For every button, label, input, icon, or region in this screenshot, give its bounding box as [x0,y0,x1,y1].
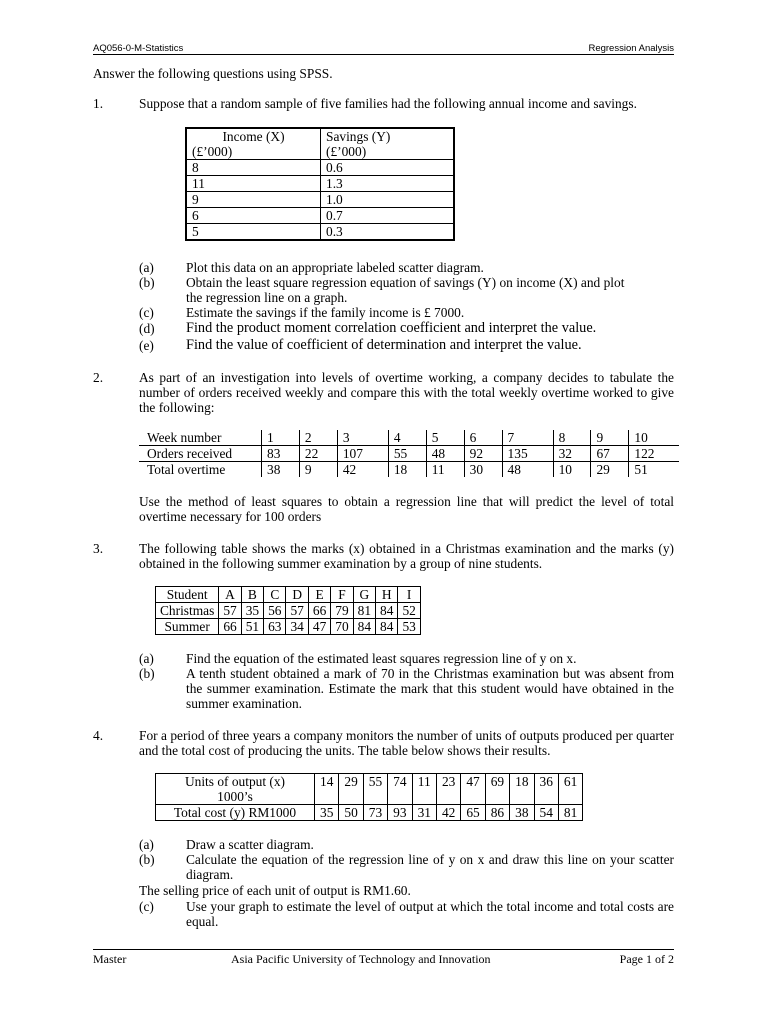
q4-part-b: (b) Calculate the equation of the regression line of y on x and draw this line on your scatter diagram. [139,852,674,882]
q2-text: As part of an investigation into levels of overtime working, a company decides to tabulate the number of orders received weekly and compare this with the total weekly overtime worked to give the following: [139,370,674,415]
table-row: 6 0.7 [186,208,454,224]
q3-number: 3. [93,541,104,556]
q1-part-c: (c) Estimate the savings if the family income is £ 7000. [139,305,465,320]
table-row: 11 1.3 [186,176,454,192]
q4-part-c: (c) Use your graph to estimate the level of output at which the total income and total costs are equal. [139,899,674,929]
q4-table [155,773,583,821]
footer-page-number: Page 1 of 2 [619,952,674,966]
q1-part-e: (e) Find the value of coefficient of determination and interpret the value. [139,337,582,353]
q2-followup: Use the method of least squares to obtain a regression line that will predict the level of total overtime necessary for 100 orders [139,494,674,524]
table-row: Student A B C D E F G H I [156,587,421,603]
q4-part-a: (a) Draw a scatter diagram. [139,837,314,852]
q2-number: 2. [93,370,104,385]
table-row: 5 0.3 [186,224,454,241]
table-row: 8 0.6 [186,160,454,176]
q1-part-d: (d) Find the product moment correlation coefficient and interpret the value. [139,320,597,336]
q1-table [185,127,455,241]
q1-text: Suppose that a random sample of five families had the following annual income and savings. [139,96,637,111]
table-row: Summer 66 51 63 34 47 70 84 84 53 [156,619,421,635]
table-row: Total overtime 38 9 42 18 11 30 48 10 29 51 [139,462,679,478]
table-row: Total cost (y) RM1000 35 50 73 93 31 42 65 86 38 54 81 [156,805,583,821]
table-row: Orders received 83 22 107 55 48 92 135 32 67 122 [139,446,679,462]
table-row: Week number 1 2 3 4 5 6 7 8 9 10 [139,430,679,446]
header-rule [93,54,674,55]
q3-text: The following table shows the marks (x) obtained in a Christmas examination and the marks (y) obtained in the following summer examination by a group of nine students. [139,541,674,571]
q1-part-b: (b) Obtain the least square regression equation of savings (Y) on income (X) and plot the regression line on a graph. [139,275,625,305]
q1-part-a: (a) Plot this data on an appropriate labeled scatter diagram. [139,260,484,275]
footer-institution: Asia Pacific University of Technology and Innovation [231,952,491,966]
q1-table-header-savings: Savings (Y) (£’000) [321,128,455,160]
q1-number: 1. [93,96,104,111]
intro-text: Answer the following questions using SPSS. [93,66,333,81]
footer-rule [93,949,674,950]
q3-part-b: (b) A tenth student obtained a mark of 70 in the Christmas examination but was absent from the summer examination. Estimate the mark that this student would have obtained in the summer examination. [139,666,674,711]
table-row: Christmas 57 35 56 57 66 79 81 84 52 [156,603,421,619]
q2-table [139,430,679,477]
q1-table-header-income: Income (X) (£’000) [186,128,321,160]
table-row: Units of output (x) 1000’s 14 29 55 74 11 23 47 69 18 36 61 [156,774,583,805]
footer-left: Master [93,952,127,966]
header-course-code: AQ056-0-M-Statistics [93,43,184,54]
header-topic: Regression Analysis [588,43,674,54]
q4-note: The selling price of each unit of output is RM1.60. [139,883,411,898]
q4-number: 4. [93,728,104,743]
q4-text: For a period of three years a company monitors the number of units of outputs produced per quarter and the total cost of producing the units. The table below shows their results. [139,728,674,758]
table-row: 9 1.0 [186,192,454,208]
q3-part-a: (a) Find the equation of the estimated least squares regression line of y on x. [139,651,577,666]
q3-table [155,586,421,635]
